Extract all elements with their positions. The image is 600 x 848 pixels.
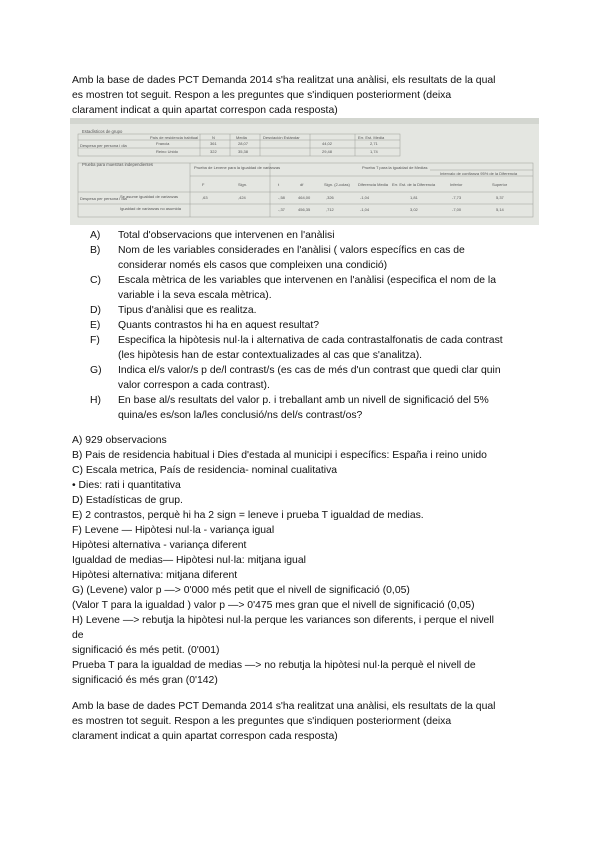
cell: -,58 <box>278 195 285 200</box>
answer-line: G) (Levene) valor p —> 0'000 més petit que el nivell de significació (0,05) <box>72 585 410 596</box>
cell: 5,14 <box>496 207 504 212</box>
header-cell: t <box>278 182 280 187</box>
answer-line: Hipòtesi alternativa - variança diferent <box>72 540 247 551</box>
intro-line: clarament indicat a quin apartat correspon cada resposta) <box>72 105 338 116</box>
answer-line: A) 929 observacions <box>72 435 167 446</box>
cell: -7,00 <box>452 207 462 212</box>
cell: 464,00 <box>298 195 311 200</box>
answer-line: Igualdad de medias— Hipòtesi nul·la: mitjana igual <box>72 555 306 566</box>
cell: ,712 <box>326 207 334 212</box>
cell: -,37 <box>278 207 285 212</box>
header-cell: Sign. <box>238 182 248 187</box>
question-text: considerar només els casos que compleixen una condició) <box>118 260 388 271</box>
question-text: Nom de les variables considerades en l'anàlisi ( valors específics en cas de <box>118 245 465 256</box>
question-item <box>90 363 540 393</box>
intro-line: Amb la base de dades PCT Demanda 2014 s'ha realitzat una anàlisi, els resultats de la qual <box>72 75 496 86</box>
question-text: (les hipòtesis han de estar contextualizades al cas que s'analitza). <box>118 350 423 361</box>
cell: -7,73 <box>452 195 462 200</box>
header-cell: Intervalo de confianza 95% de la Diferencia <box>440 171 518 176</box>
cell: ,63 <box>202 195 208 200</box>
answer-line: H) Levene —> rebutja la hipòtesi nul·la perque les variances son diferents, i perque el nivell <box>72 615 494 626</box>
header-cell: df <box>300 182 304 187</box>
cell: -1,04 <box>360 195 370 200</box>
intro-paragraph <box>72 73 540 118</box>
answer-line: significació és més petit. (0'001) <box>72 645 220 656</box>
question-text: En base al/s resultats del valor p. i treballant amb un nivell de significació del 5% <box>118 395 489 406</box>
answer-line: (Valor T para la igualdad ) valor p —> 0'475 mes gran que el nivell de significació (0,05) <box>72 600 475 611</box>
question-letter: E) <box>90 320 101 331</box>
answer-line: significació és més gran (0'142) <box>72 675 218 686</box>
header-cell: F <box>202 182 205 187</box>
question-letter: H) <box>90 395 101 406</box>
answer-line: de <box>72 630 84 641</box>
cell: Francia <box>156 141 170 146</box>
spss-output-photo <box>70 118 539 225</box>
outro-line: clarament indicat a quin apartat correspon cada resposta) <box>72 731 338 742</box>
cell: 2,71 <box>370 141 378 146</box>
answer-line: C) Escala metrica, País de residencia- nominal cualitativa <box>72 465 338 476</box>
cell: 3,02 <box>410 207 418 212</box>
answers-block <box>72 433 540 688</box>
question-letter: G) <box>90 365 102 376</box>
header-cell: Superior <box>492 182 508 187</box>
outro-line: Amb la base de dades PCT Demanda 2014 s'ha realitzat una anàlisi, els resultats de la qual <box>72 701 496 712</box>
question-item <box>90 318 540 333</box>
cell: 28,07 <box>238 141 249 146</box>
header-cell: País de residencia habitual <box>150 135 199 140</box>
question-letter: D) <box>90 305 101 316</box>
cell: 322 <box>210 149 217 154</box>
cell: -1,04 <box>360 207 370 212</box>
question-text: Total d'observacions que intervenen en l'anàlisi <box>118 230 335 241</box>
question-item <box>90 393 540 423</box>
row-label: Despesa per persona i dia <box>80 196 127 201</box>
question-text: Indica el/s valor/s p de/l contrast/s (es cas de més d'un contrast que quedi clar quin <box>118 365 501 376</box>
answer-line: Hipòtesi alternativa: mitjana diferent <box>72 570 238 581</box>
question-item <box>90 243 540 273</box>
header-cell: N <box>212 135 215 140</box>
question-letter: A) <box>90 230 101 241</box>
header-cell: Inferior <box>450 182 463 187</box>
header-cell: Diferencia Media <box>358 182 389 187</box>
outro-paragraph <box>72 699 540 744</box>
cell: 44,02 <box>322 141 333 146</box>
question-item <box>90 228 540 243</box>
intro-line: es mostren tot seguit. Respon a les preguntes que s'indiquen posteriorment (deixa <box>72 90 452 101</box>
header-cell: Prueba T para la igualdad de Medias <box>362 165 428 170</box>
question-text: variable i la seva escala mètrica). <box>118 290 272 301</box>
cell: 361 <box>210 141 217 146</box>
question-text: quina/es es/son la/les conclusió/ns del/s contrast/os? <box>118 410 363 421</box>
cell: ,326 <box>326 195 334 200</box>
question-text: Tipus d'anàlisi que es realitza. <box>118 305 257 316</box>
cell: ,424 <box>238 195 246 200</box>
header-cell: Media <box>236 135 247 140</box>
outro-line: es mostren tot seguit. Respon a les preguntes que s'indiquen posteriorment (deixa <box>72 716 452 727</box>
row-label: Igualdad de varianzas no asumida <box>120 206 181 211</box>
question-item <box>90 333 540 363</box>
cell: 456,35 <box>298 207 311 212</box>
question-letter: C) <box>90 275 101 286</box>
question-list <box>90 228 540 423</box>
answer-line: B) Pais de residencia habitual i Dies d'estada al municipi i específics: España i reino unido <box>72 450 487 461</box>
answer-line: Prueba T para la igualdad de medias —> no rebutja la hipòtesi nul·la perquè el nivell de <box>72 660 476 671</box>
cell: 1,81 <box>410 195 418 200</box>
question-item <box>90 273 540 303</box>
cell: 5,37 <box>496 195 504 200</box>
question-letter: B) <box>90 245 101 256</box>
header-cell: Err. Est. Media <box>358 135 385 140</box>
question-item <box>90 303 540 318</box>
header-cell: Prueba de Levene para la igualdad de varianzas <box>194 165 281 170</box>
cell: 29,48 <box>322 149 333 154</box>
answer-line: • Dies: rati i quantitativa <box>72 480 181 491</box>
cell: 1,74 <box>370 149 378 154</box>
cell: Reino Unido <box>156 149 179 154</box>
header-cell: Err. Est. de la Diferencia <box>392 182 436 187</box>
row-label: Despesa per persona i dia <box>80 143 127 148</box>
question-text: Especifica la hipòtesis nul·la i alternativa de cada contrastalfonatis de cada contrast <box>118 335 503 346</box>
answer-line: D) Estadísticas de grup. <box>72 495 183 506</box>
question-text: Escala mètrica de les variables que intervenen en l'anàlisi (especifica el nom de la <box>118 275 496 286</box>
question-letter: F) <box>90 335 100 346</box>
answer-line: F) Levene — Hipòtesi nul·la - variança igual <box>72 525 275 536</box>
cell: 35,38 <box>238 149 249 154</box>
question-text: Quants contrastos hi ha en aquest resultat? <box>118 320 320 331</box>
indep-test-title: Prueba para muestras independientes <box>82 162 154 167</box>
row-label: Se asume igualdad de varianzas <box>120 194 179 199</box>
header-cell: Sign. (2-colas) <box>324 182 350 187</box>
header-cell: Desviación Estándar <box>263 135 300 140</box>
question-text: valor correspon a cada contrast). <box>118 380 270 391</box>
group-stats-title: Estadísticos de grupo <box>82 129 123 134</box>
answer-line: E) 2 contrastos, perquè hi ha 2 sign = leneve i prueba T igualdad de medias. <box>72 510 424 521</box>
